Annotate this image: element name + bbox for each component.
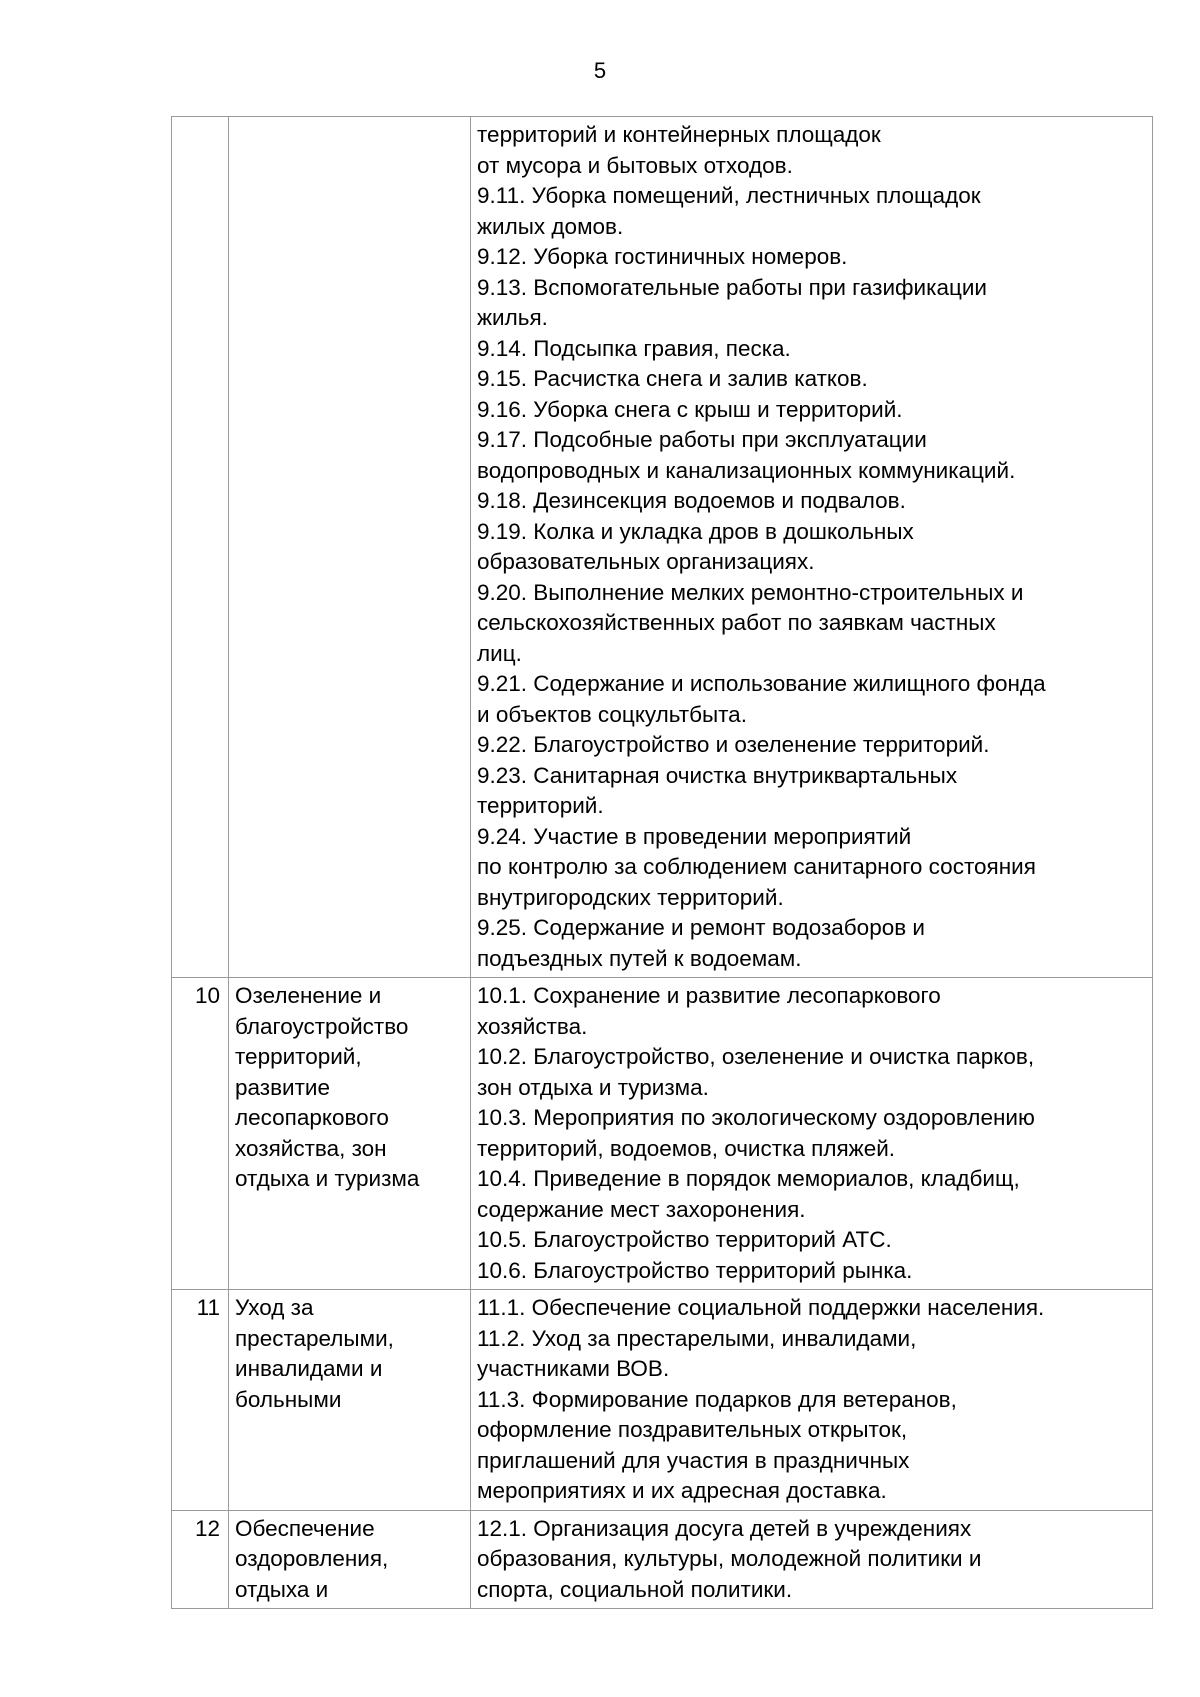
- table-body: [172, 117, 1153, 1609]
- activity-description-line: от мусора и бытовых отходов.: [477, 152, 793, 178]
- activity-name-line: престарелыми,: [235, 1325, 394, 1351]
- activity-name-line: оздоровления,: [235, 1546, 389, 1571]
- activity-description-line: 9.23. Санитарная очистка внутриквартальных: [477, 762, 958, 788]
- activity-description-line: 11.2. Уход за престарелыми, инвалидами,: [477, 1325, 917, 1351]
- activity-description-line: 9.16. Уборка снега с крыш и территорий.: [477, 396, 903, 422]
- activity-name-line: Уход за: [235, 1295, 314, 1320]
- activity-description-line: 9.15. Расчистка снега и залив катков.: [477, 366, 868, 391]
- row-number-cell: [172, 978, 229, 1290]
- activity-description-line: 10.2. Благоустройство, озеленение и очистка парков,: [477, 1044, 1035, 1069]
- activity-description-line: внутригородских территорий.: [477, 884, 784, 910]
- activity-description-line: спорта, социальной политики.: [477, 1576, 793, 1602]
- activity-description-line: сельскохозяйственных работ по заявкам частных: [477, 610, 996, 635]
- activity-name-line: развитие: [235, 1074, 330, 1100]
- activity-description-line: приглашений для участия в праздничных: [477, 1447, 910, 1473]
- activity-name-cell: [229, 978, 471, 1290]
- activity-name-line: отдыха и туризма: [235, 1166, 420, 1191]
- activity-name-line: инвалидами и: [235, 1356, 383, 1381]
- activity-description-line: мероприятиях и их адресная доставка.: [477, 1478, 887, 1503]
- activity-description-line: 9.13. Вспомогательные работы при газификации: [477, 274, 987, 300]
- activity-description-line: образования, культуры, молодежной политики и: [477, 1546, 982, 1571]
- activity-name-line: хозяйства, зон: [235, 1135, 387, 1161]
- activity-description-line: 9.19. Колка и укладка дров в дошкольных: [477, 518, 914, 544]
- activity-description-line: 10.6. Благоустройство территорий рынка.: [477, 1257, 913, 1283]
- activity-description-line: 9.25. Содержание и ремонт водозаборов и: [477, 915, 925, 940]
- row-number: 10: [194, 983, 220, 1008]
- activity-description-line: 9.12. Уборка гостиничных номеров.: [477, 244, 848, 269]
- activity-description-line: по контролю за соблюдением санитарного состояния: [477, 854, 1036, 879]
- activity-description-line: водопроводных и канализационных коммуникаций.: [477, 457, 1016, 483]
- activity-name-line: отдыха и: [235, 1576, 329, 1602]
- activity-name-line: больными: [235, 1386, 342, 1412]
- activity-name-line: территорий,: [235, 1044, 362, 1069]
- activity-description-line: 9.18. Дезинсекция водоемов и подвалов.: [477, 488, 906, 513]
- activity-description-line: 9.11. Уборка помещений, лестничных площадок: [477, 183, 981, 208]
- activity-name-line: лесопаркового: [235, 1105, 389, 1130]
- activity-description-line: 11.3. Формирование подарков для ветеранов,: [477, 1386, 957, 1412]
- table-row: [172, 1290, 1153, 1511]
- activity-description-line: 10.5. Благоустройство территорий АТС.: [477, 1227, 892, 1252]
- activity-name-line: благоустройство: [235, 1013, 409, 1039]
- activity-description-line: 9.22. Благоустройство и озеленение территорий.: [477, 732, 990, 757]
- activity-description-line: 10.3. Мероприятия по экологическому оздоровлению: [477, 1105, 1035, 1130]
- activity-description-line: жилых домов.: [477, 213, 624, 239]
- activity-description-line: хозяйства.: [477, 1013, 588, 1039]
- activity-description-line: участниками ВОВ.: [477, 1356, 670, 1381]
- activity-description-line: оформление поздравительных открыток,: [477, 1417, 908, 1442]
- activity-description-cell: [471, 117, 1153, 978]
- activity-description-line: 9.20. Выполнение мелких ремонтно-строительных и: [477, 579, 1024, 605]
- page-number: 5: [593, 58, 607, 83]
- activity-description-line: лиц.: [477, 640, 522, 666]
- activity-description-line: территорий и контейнерных площадок: [477, 122, 881, 147]
- activity-description-line: территорий.: [477, 793, 604, 818]
- activity-description-line: подъездных путей к водоемам.: [477, 945, 802, 971]
- row-number-cell: [172, 1290, 229, 1511]
- activity-description-cell: [471, 1510, 1153, 1609]
- table-row: [172, 117, 1153, 978]
- activity-name-cell: [229, 1510, 471, 1609]
- activity-description-line: 9.21. Содержание и использование жилищного фонда: [477, 671, 1046, 696]
- activity-description-line: 9.24. Участие в проведении мероприятий: [477, 823, 912, 849]
- table-row: [172, 1510, 1153, 1609]
- activity-description-cell: [471, 1290, 1153, 1511]
- activity-name-cell: [229, 117, 471, 978]
- activity-description-line: жилья.: [477, 305, 548, 330]
- activity-description-line: 9.17. Подсобные работы при эксплуатации: [477, 427, 927, 452]
- activity-description-line: 9.14. Подсыпка гравия, песка.: [477, 335, 791, 361]
- activity-description-line: содержание мест захоронения.: [477, 1196, 806, 1222]
- activity-name-cell: [229, 1290, 471, 1511]
- row-number-cell: [172, 1510, 229, 1609]
- activity-name-line: Обеспечение: [235, 1515, 375, 1541]
- row-number: 11: [196, 1295, 220, 1320]
- activity-description-line: 11.1. Обеспечение социальной поддержки населения.: [477, 1295, 1045, 1320]
- activities-table: [171, 116, 1153, 1609]
- table-row: [172, 978, 1153, 1290]
- activity-description-line: образовательных организациях.: [477, 549, 815, 574]
- activity-name-line: Озеленение и: [235, 983, 382, 1008]
- activity-description-line: 12.1. Организация досуга детей в учреждениях: [477, 1515, 972, 1541]
- activity-description-line: и объектов соцкультбыта.: [477, 701, 747, 727]
- row-number-cell: [172, 117, 229, 978]
- activity-description-cell: [471, 978, 1153, 1290]
- activity-description-line: зон отдыха и туризма.: [477, 1074, 709, 1100]
- activity-description-line: 10.4. Приведение в порядок мемориалов, кладбищ,: [477, 1166, 1020, 1191]
- activity-description-line: территорий, водоемов, очистка пляжей.: [477, 1135, 896, 1161]
- activity-description-line: 10.1. Сохранение и развитие лесопаркового: [477, 983, 941, 1008]
- row-number: 12: [194, 1515, 220, 1541]
